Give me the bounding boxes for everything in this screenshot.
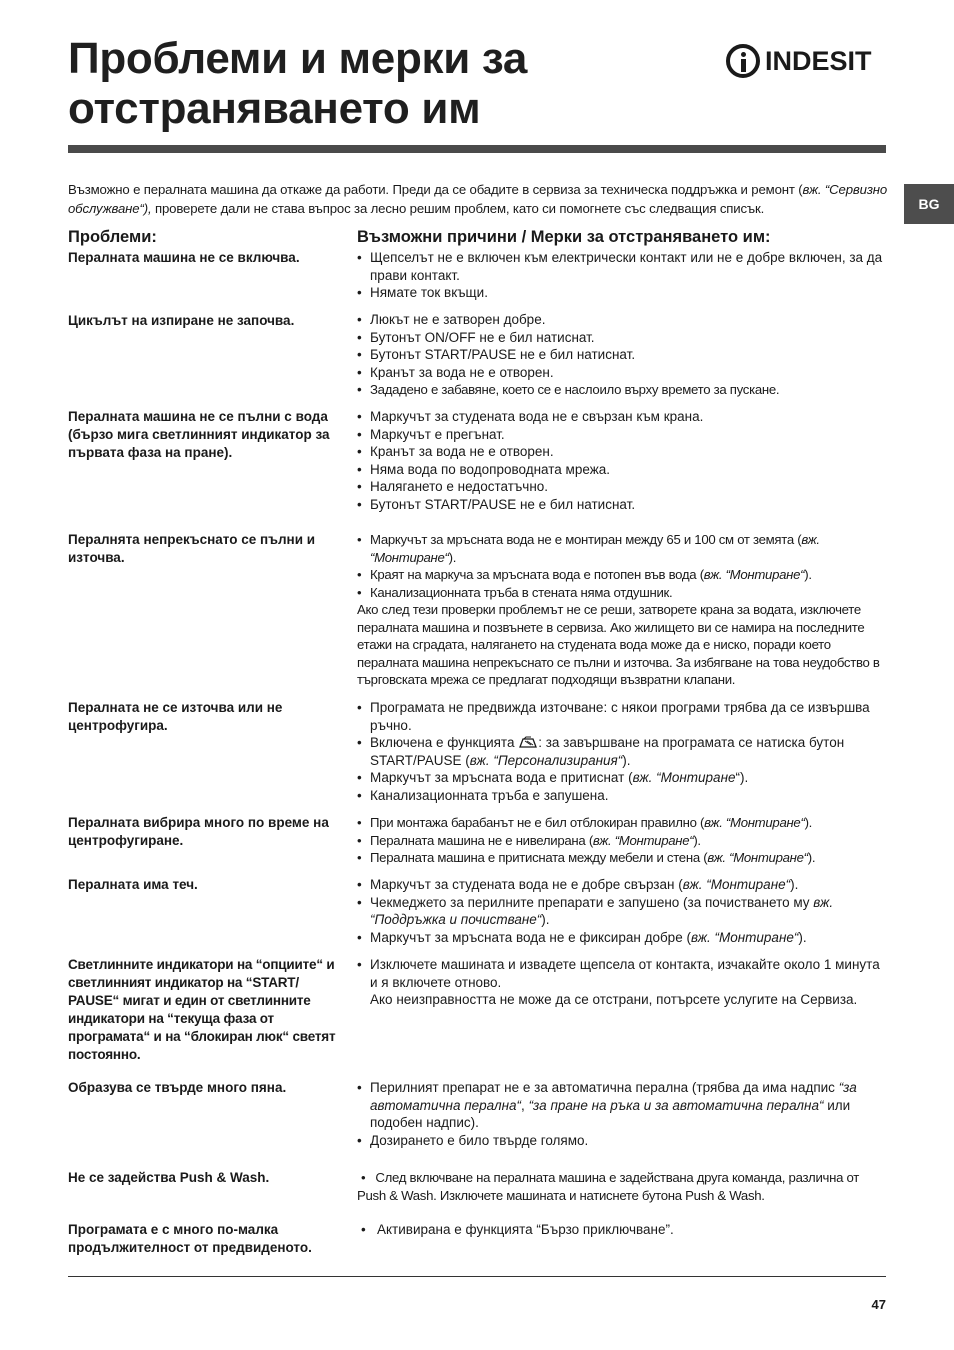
problem-continuous-fill-drain: Пералнята непрекъснато се пълни и източва. bbox=[68, 532, 316, 565]
page-number: 47 bbox=[871, 1297, 886, 1312]
list-item: • Програмата не предвижда източване: с някои програми трябва да се извършва ръчно. bbox=[357, 700, 870, 733]
list-item: • Маркучът за мръсната вода не е монтиран между 65 и 100 см от земята (вж. “Монтиране“). bbox=[357, 532, 820, 565]
intro-text-2: проверете дали не става въпрос за лесно решим проблем, като си помогнете със следващия списък. bbox=[151, 201, 765, 216]
indesit-logo bbox=[726, 40, 888, 82]
intro-reference: вж. “Сервизно обслужване“), bbox=[68, 182, 888, 216]
language-tab: BG bbox=[904, 184, 954, 224]
list-item: • Бутонът START/PAUSE не е бил натиснат. bbox=[357, 347, 636, 362]
list-item: • Чекмеджето за перилните препарати е запушено (за почистването му вж. “Поддръжка и почистване“). bbox=[357, 894, 834, 927]
problem-push-wash: Не се задейства Push & Wash. bbox=[68, 1170, 270, 1185]
intro-text-1: Възможно е пералната машина да откаже да работи. Преди да се обадите в сервиза за техническа поддръжка и ремонт ( bbox=[68, 182, 803, 197]
list-item: • Маркучът е прегънат. bbox=[357, 426, 505, 442]
list-item: • Зададено е забавяне, което се е наслоило върху времето за пускане. bbox=[357, 382, 780, 397]
list-item: • Пералната машина не е нивелирана (вж. “Монтиране“). bbox=[357, 832, 701, 848]
causes-no-water-filling bbox=[357, 408, 887, 513]
list-item: • Краят на маркуча за мръсната вода е потопен във вода (вж. “Монтиране“). bbox=[357, 567, 812, 582]
title-line-1: Проблеми и мерки за bbox=[68, 34, 528, 83]
problem-indicators-blinking: Светлинните индикатори на “опциите“ и светлинният индикатор на “START/ PAUSE“ мигат и един от светлинните индикатори на “текуща фаза от програмата“ и на “блокиран люк“ светят постоянно. bbox=[68, 957, 336, 1062]
causes-indicators-blinking bbox=[357, 956, 887, 1009]
indesit-logo-icon bbox=[726, 44, 760, 78]
causes-short-program: • Активирана е функцията “Бързо приключване”. bbox=[361, 1222, 674, 1237]
note-paragraph: Ако след тези проверки проблемът не се реши, затворете крана за водата, изключете пералната машина и позвънете в сервиза. Ако жилището ви се намира на последните етажи на сградата, налягането на студената вода може да е ниско, поради което пералната машина непрекъснато се пълни и източва. За избягване на това неудобство в търговската мрежа се предлагат подходящи възвратни клапани. bbox=[357, 602, 880, 687]
indesit-logo-text: INDESIT bbox=[765, 45, 872, 76]
problem-too-much-foam: Образува се твърде много пяна. bbox=[68, 1080, 287, 1095]
list-item: • Няма вода по водопроводната мрежа. bbox=[357, 461, 610, 477]
list-item: • Кранът за вода не е отворен. bbox=[357, 364, 554, 380]
problems-heading: Проблеми: bbox=[68, 228, 157, 246]
list-item: • Бутонът ON/OFF не е бил натиснат. bbox=[357, 329, 595, 345]
list-item: • Люкът не е затворен добре. bbox=[357, 312, 546, 327]
page-title bbox=[68, 34, 527, 134]
causes-cycle-not-starting bbox=[357, 311, 887, 399]
problem-vibration: Пералната вибрира много по време на центрофугиране. bbox=[68, 815, 329, 848]
list-item: • При монтажа барабанът не е бил отблокиран правилно (вж. “Монтиране“). bbox=[357, 815, 813, 830]
causes-heading: Възможни причини / Мерки за отстраняването им: bbox=[357, 228, 771, 246]
intro-paragraph bbox=[68, 180, 888, 218]
iron-icon bbox=[519, 736, 537, 748]
list-item: • Изключете машината и извадете щепсела от контакта, изчакайте около 1 минута и я включете отново. Ако неизправността не може да се отстрани, потърсете услугите на Сервиза. bbox=[357, 957, 880, 1007]
causes-continuous-fill-drain bbox=[357, 531, 887, 689]
causes-leak bbox=[357, 876, 887, 946]
list-item: • Нямате ток вкъщи. bbox=[357, 285, 488, 300]
problem-no-drain-spin: Пералната не се източва или не центрофугира. bbox=[68, 700, 283, 733]
causes-push-wash: • След включване на пералната машина е задействана друга команда, различна от Push & Wash. Изключете машината и натиснете бутона Push & Wash. bbox=[357, 1170, 859, 1203]
problem-no-power: Пералната машина не се включва. bbox=[68, 250, 300, 265]
causes-no-drain-spin bbox=[357, 699, 887, 804]
list-item: • Пералната машина е притисната между мебели и стена (вж. “Монтиране“). bbox=[357, 850, 816, 865]
list-item: • Маркучът за мръсната вода е притиснат (вж. “Монтиране“). bbox=[357, 770, 749, 785]
list-item: • Перилният препарат не е за автоматична перална (трябва да има надпис “за автоматична перална“, “за пране на ръка и за автоматична перална“ или подобен надпис). bbox=[357, 1080, 857, 1130]
list-item: • Бутонът START/PAUSE не е бил натиснат. bbox=[357, 496, 636, 512]
footer-divider bbox=[68, 1276, 886, 1277]
causes-too-much-foam bbox=[357, 1079, 887, 1149]
header-divider bbox=[68, 145, 886, 153]
title-line-2: отстраняването им bbox=[68, 84, 481, 133]
problem-leak: Пералната има теч. bbox=[68, 877, 198, 892]
list-item: • Канализационната тръба е запушена. bbox=[357, 787, 609, 803]
list-item: • Кранът за вода не е отворен. bbox=[357, 444, 554, 459]
causes-no-power bbox=[357, 249, 887, 302]
list-item: • Щепселът не е включен към електрически контакт или не е добре включен, за да прави контакт. bbox=[357, 250, 883, 283]
list-item: • Маркучът за мръсната вода не е фиксиран добре (вж. “Монтиране“). bbox=[357, 929, 807, 945]
causes-vibration bbox=[357, 814, 887, 867]
list-item: • Маркучът за студената вода не е добре свързан (вж. “Монтиране“). bbox=[357, 877, 799, 892]
list-item: • Канализационната тръба в стената няма отдушник. bbox=[357, 584, 673, 600]
list-item: • Налягането е недостатъчно. bbox=[357, 479, 549, 494]
list-item: • Включена е функцията : за завършване на програмата се натиска бутон START/PAUSE (вж. “Персонализирания“). bbox=[357, 735, 845, 768]
problem-cycle-not-starting: Цикълът на изпиране не започва. bbox=[68, 313, 295, 328]
problem-short-program: Програмата е с много по-малка продължителност от предвиденото. bbox=[68, 1222, 312, 1255]
list-item: • Маркучът за студената вода не е свързан към крана. bbox=[357, 409, 704, 424]
list-item: • Дозирането е било твърде голямо. bbox=[357, 1132, 589, 1148]
problem-no-water-filling: Пералната машина не се пълни с вода (бързо мига светлинният индикатор за първата фаза на пране). bbox=[68, 409, 330, 460]
